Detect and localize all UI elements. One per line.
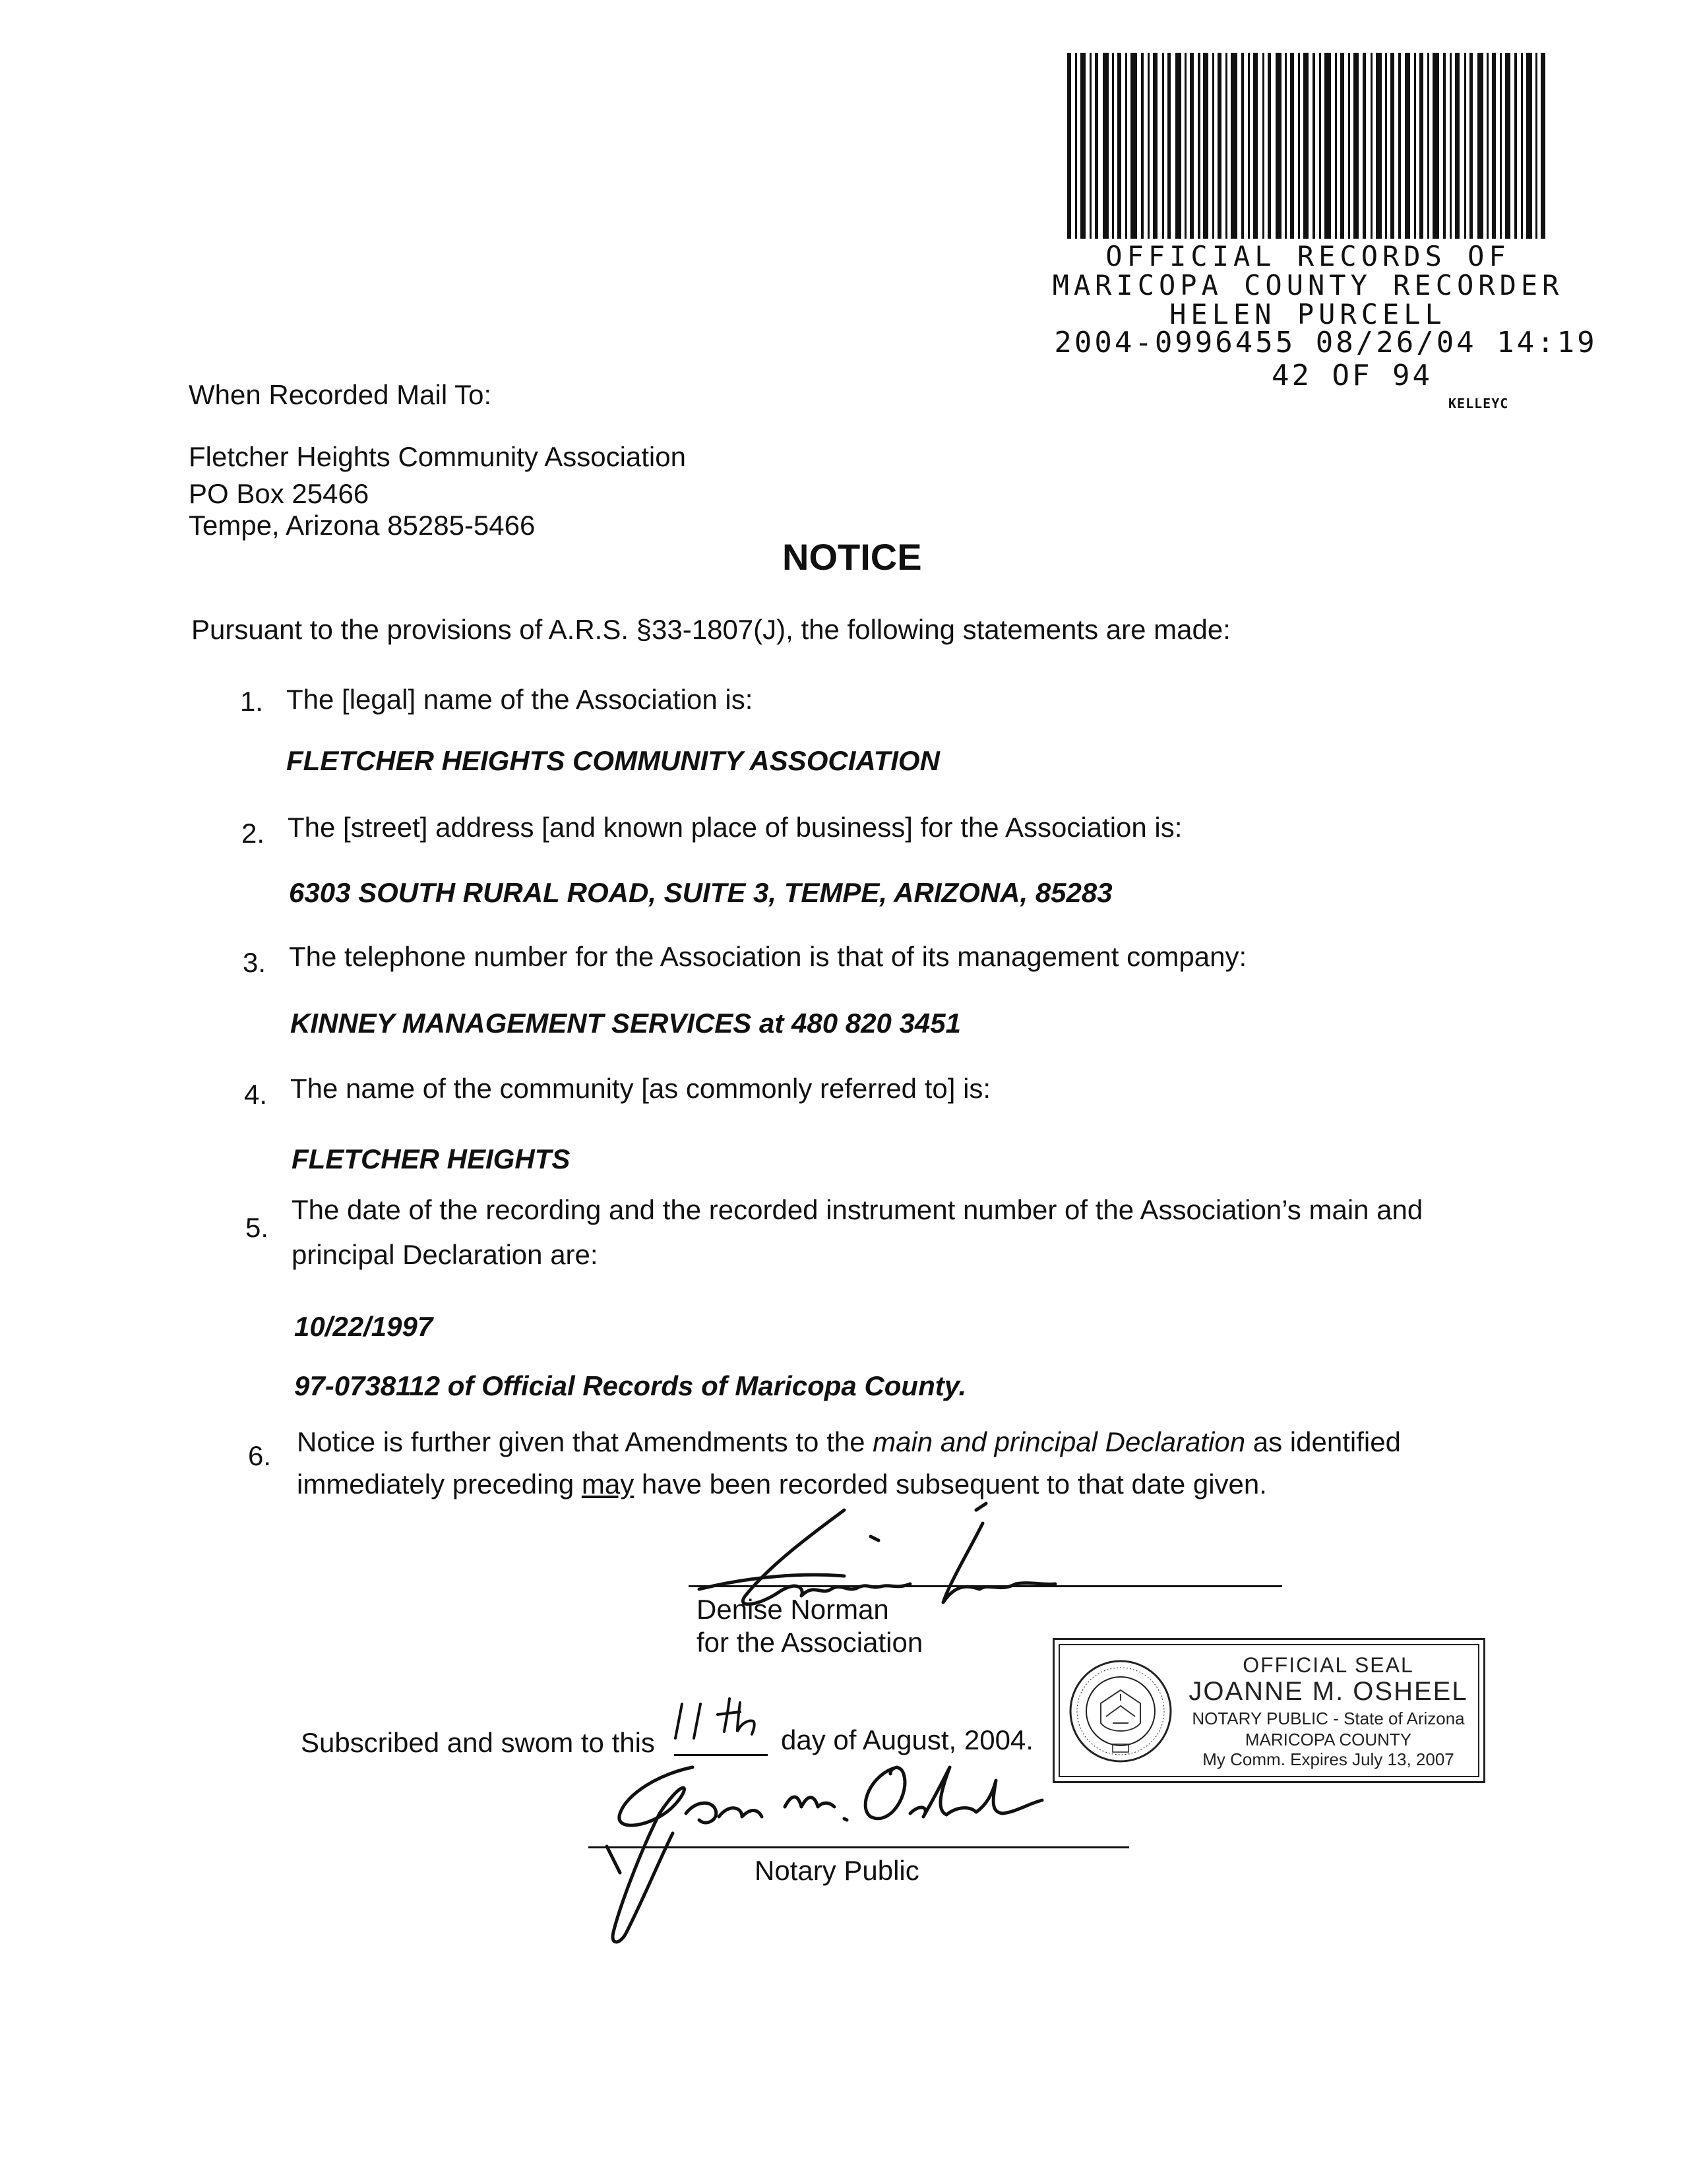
seal-county: MARICOPA COUNTY <box>1245 1730 1412 1749</box>
barcode-graphic <box>1067 53 1549 239</box>
mail-to-city: Tempe, Arizona 85285-5466 <box>189 510 536 541</box>
item-4-answer: FLETCHER HEIGHTS <box>292 1143 571 1174</box>
notary-signature-line <box>588 1846 1129 1848</box>
item-2-answer: 6303 SOUTH RURAL ROAD, SUITE 3, TEMPE, ARIZONA, 85283 <box>289 877 1113 908</box>
recorder-line-2: MARICOPA COUNTY RECORDER <box>1052 269 1564 301</box>
seal-notary-name: JOANNE M. OSHEEL <box>1189 1677 1468 1706</box>
notary-seal <box>1053 1638 1485 1783</box>
item-number: 3. <box>243 947 266 978</box>
item-number: 1. <box>240 686 264 717</box>
recorder-line-1: OFFICIAL RECORDS OF <box>1105 240 1510 272</box>
signer-role: for the Association <box>696 1627 923 1658</box>
item-6-text-part: as identified <box>1245 1426 1401 1457</box>
item-6-text-line-2 <box>297 1471 1267 1498</box>
recording-barcode <box>1067 53 1549 239</box>
item-1-answer: FLETCHER HEIGHTS COMMUNITY ASSOCIATION <box>286 745 940 776</box>
item-5-answer-record: 97-0738112 of Official Records of Maricopa County. <box>294 1370 967 1401</box>
mail-to-po-box: PO Box 25466 <box>189 478 369 509</box>
jurat-suffix: day of August, 2004. <box>781 1724 1034 1755</box>
item-number: 6. <box>248 1440 272 1471</box>
item-5-text-line-2: principal Declaration are: <box>292 1239 598 1270</box>
item-6-emphasis: main and principal Declaration <box>873 1426 1246 1457</box>
item-6-text-part: have been recorded subsequent to that date given. <box>634 1469 1267 1500</box>
notary-label: Notary Public <box>755 1855 919 1886</box>
recorder-page-count: 42 OF 94 <box>1272 359 1433 392</box>
recorder-line-4: 2004-0996455 08/26/04 14:19 <box>1054 326 1597 359</box>
item-number: 4. <box>244 1079 268 1110</box>
item-6-text-part: immediately preceding <box>297 1469 582 1500</box>
seal-heading: OFFICIAL SEAL <box>1243 1653 1414 1677</box>
arizona-state-seal-icon <box>1066 1657 1175 1765</box>
mail-to-name: Fletcher Heights Community Association <box>189 441 686 472</box>
item-5-text-line-1: The date of the recording and the recorded instrument number of the Association’s main and <box>292 1194 1423 1225</box>
item-6-text-part: Notice is further given that Amendments to the <box>297 1426 873 1457</box>
day-handwriting <box>669 1697 774 1744</box>
intro-statement: Pursuant to the provisions of A.R.S. §33-1807(J), the following statements are made: <box>191 614 1231 645</box>
item-3-text: The telephone number for the Association is that of its management company: <box>289 941 1247 972</box>
item-6-underlined-word: may <box>581 1469 634 1500</box>
seal-commission-expiry: My Comm. Expires July 13, 2007 <box>1202 1749 1454 1769</box>
item-5-answer-date: 10/22/1997 <box>294 1311 433 1342</box>
item-4-text: The name of the community [as commonly referred to] is: <box>290 1073 991 1104</box>
seal-notary-title: NOTARY PUBLIC - State of Arizona <box>1192 1709 1465 1728</box>
item-3-answer: KINNEY MANAGEMENT SERVICES at 480 820 3451 <box>290 1008 961 1039</box>
recorder-clerk-id: KELLEYC <box>1448 396 1509 411</box>
mail-to-heading: When Recorded Mail To: <box>189 379 492 410</box>
item-2-text: The [street] address [and known place of business] for the Association is: <box>288 812 1183 843</box>
item-6-text-line-1 <box>297 1428 1401 1456</box>
item-number: 2. <box>241 818 265 849</box>
item-number: 5. <box>245 1212 269 1243</box>
notary-signature <box>580 1754 1148 1952</box>
item-1-text: The [legal] name of the Association is: <box>286 684 753 715</box>
signer-name: Denise Norman <box>696 1594 889 1625</box>
jurat-prefix: Subscribed and swom to this <box>301 1727 655 1758</box>
recorder-line-3: HELEN PURCELL <box>1169 298 1446 330</box>
jurat-day-handwritten <box>669 1697 774 1737</box>
association-signature-line <box>689 1585 1282 1587</box>
document-title: NOTICE <box>782 536 922 578</box>
